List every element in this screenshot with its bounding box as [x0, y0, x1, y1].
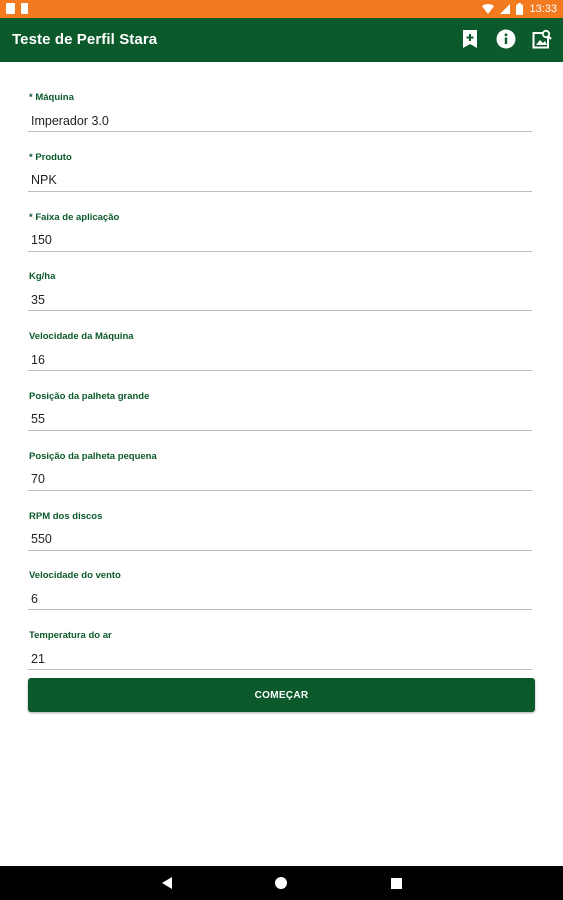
field-label: Kg/ha [29, 271, 56, 283]
info-button[interactable] [495, 28, 517, 50]
bookmark-add-icon [461, 29, 479, 49]
field-rpm-discos [28, 509, 532, 569]
wifi-icon [482, 4, 494, 14]
back-icon [161, 877, 173, 889]
kgha-input[interactable] [28, 291, 532, 311]
field-velocidade-vento [28, 568, 532, 628]
faixa-aplicacao-input[interactable] [28, 232, 532, 252]
field-label: Velocidade do vento [29, 570, 121, 582]
perfil-form [28, 90, 532, 688]
velocidade-vento-input[interactable] [28, 590, 532, 610]
app-title: Teste de Perfil Stara [12, 31, 158, 48]
app-bar [0, 18, 563, 62]
signal-icon [500, 4, 510, 14]
field-label: Posição da palheta grande [29, 390, 150, 402]
field-label: * Produto [29, 151, 72, 163]
field-produto [28, 150, 532, 210]
temperatura-ar-input[interactable] [28, 650, 532, 670]
field-label: * Faixa de aplicação [29, 211, 120, 223]
status-time: 13:33 [529, 3, 557, 15]
field-label: * Máquina [29, 92, 74, 103]
bookmark-add-button[interactable] [459, 28, 481, 50]
maquina-input[interactable] [28, 112, 532, 132]
rpm-discos-input[interactable] [28, 531, 532, 551]
palheta-pequena-input[interactable] [28, 471, 532, 491]
field-label: Temperatura do ar [29, 630, 112, 642]
field-faixa [28, 210, 532, 270]
home-icon [275, 877, 287, 889]
status-bar [0, 0, 563, 18]
field-label: Posição da palheta pequena [29, 450, 157, 462]
notification-icon [6, 3, 15, 14]
back-button[interactable] [159, 875, 175, 891]
info-icon [496, 29, 516, 49]
sim-icon [21, 3, 28, 14]
recents-icon [391, 878, 402, 889]
image-search-button[interactable] [531, 28, 553, 50]
field-kgha [28, 269, 532, 329]
home-button[interactable] [273, 875, 289, 891]
produto-input[interactable] [28, 172, 532, 192]
navigation-bar [0, 866, 563, 900]
field-maquina [28, 90, 532, 150]
battery-icon [516, 3, 523, 15]
field-label: RPM dos discos [29, 510, 103, 522]
field-palheta-pequena [28, 449, 532, 509]
start-button[interactable]: COMEÇAR [28, 678, 535, 712]
palheta-grande-input[interactable] [28, 411, 532, 431]
image-search-icon [532, 29, 552, 49]
recents-button[interactable] [388, 875, 404, 891]
field-label: Velocidade da Máquina [29, 331, 134, 343]
velocidade-maquina-input[interactable] [28, 351, 532, 371]
field-velocidade-maquina [28, 329, 532, 389]
field-palheta-grande [28, 389, 532, 449]
